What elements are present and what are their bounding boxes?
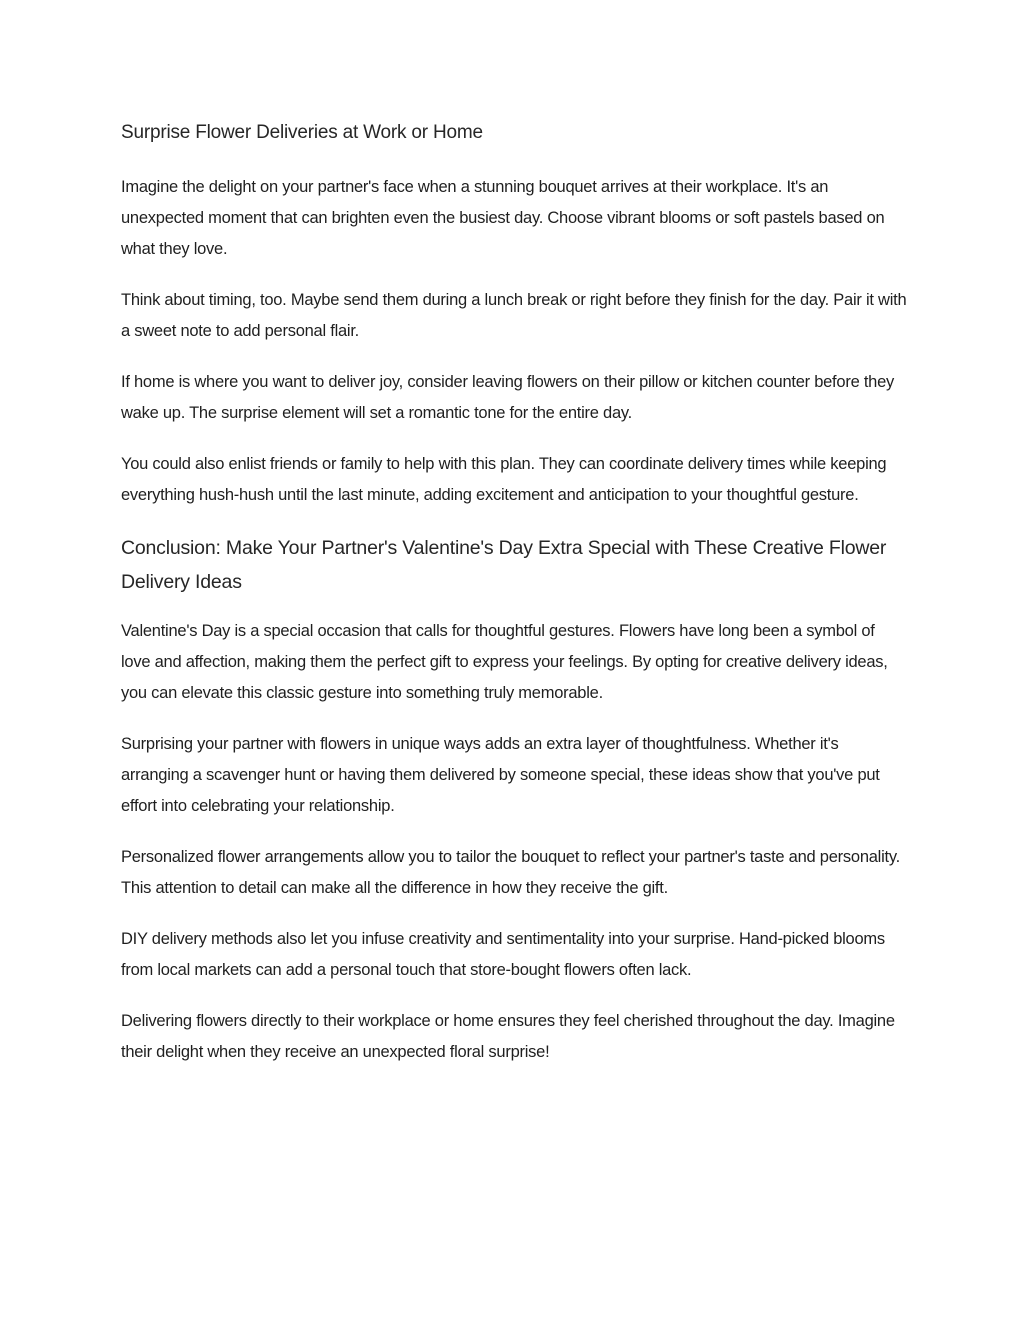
paragraph: Imagine the delight on your partner's face when a stunning bouquet arrives at their workplace. It's an unexpected moment that can brighten even the busiest day. Choose vibrant blooms or soft pastels based on what they love. <box>121 178 885 258</box>
section-surprise-deliveries <box>121 118 907 511</box>
section-heading: Surprise Flower Deliveries at Work or Home <box>121 122 483 143</box>
paragraph: Valentine's Day is a special occasion that calls for thoughtful gestures. Flowers have long been a symbol of love and affection, making them the perfect gift to express your feelings. By opting for creative delivery ideas, you can elevate this classic gesture into something truly memorable. <box>121 622 888 702</box>
document-page <box>121 118 907 1088</box>
paragraph: Delivering flowers directly to their workplace or home ensures they feel cherished throughout the day. Imagine their delight when they receive an unexpected floral surprise! <box>121 1012 895 1061</box>
paragraph: If home is where you want to deliver joy, consider leaving flowers on their pillow or kitchen counter before they wake up. The surprise element will set a romantic tone for the entire day. <box>121 373 895 422</box>
section-heading: Conclusion: Make Your Partner's Valentine's Day Extra Special with These Creative Flower Delivery Ideas <box>121 537 887 593</box>
section-conclusion <box>121 531 907 1068</box>
paragraph: You could also enlist friends or family to help with this plan. They can coordinate delivery times while keeping everything hush-hush until the last minute, adding excitement and anticipation to your thoughtful gesture. <box>121 455 887 504</box>
paragraph: Personalized flower arrangements allow you to tailor the bouquet to reflect your partner's taste and personality. This attention to detail can make all the difference in how they receive the gift. <box>121 848 900 897</box>
paragraph: Surprising your partner with flowers in unique ways adds an extra layer of thoughtfulness. Whether it's arranging a scavenger hunt or having them delivered by someone special, these ideas show that you've put effort into celebrating your relationship. <box>121 735 880 815</box>
paragraph: Think about timing, too. Maybe send them during a lunch break or right before they finish for the day. Pair it with a sweet note to add personal flair. <box>121 291 907 340</box>
paragraph: DIY delivery methods also let you infuse creativity and sentimentality into your surprise. Hand-picked blooms from local markets can add a personal touch that store-bought flowers often lack. <box>121 930 885 979</box>
